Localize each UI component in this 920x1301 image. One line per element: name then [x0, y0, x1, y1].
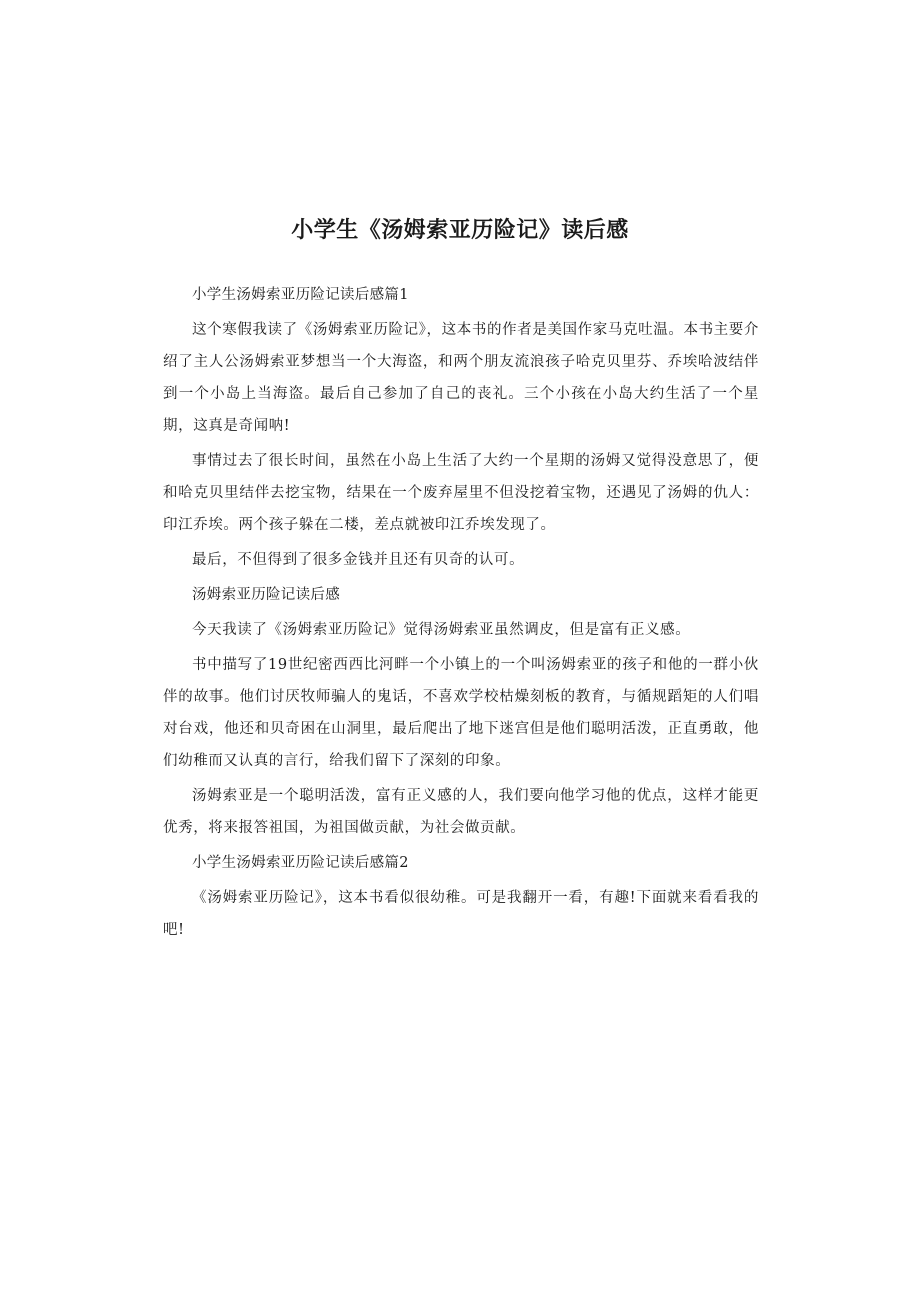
section-heading-3: 小学生汤姆索亚历险记读后感篇2 [192, 855, 409, 871]
paragraph: 今天我读了《汤姆索亚历险记》觉得汤姆索亚虽然调皮，但是富有正义感。 [192, 622, 691, 638]
section-heading-1: 小学生汤姆索亚历险记读后感篇1 [192, 287, 409, 303]
paragraph: 这个寒假我读了《汤姆索亚历险记》，这本书的作者是美国作家马克吐温。本书主要介绍了主人公汤姆索亚梦想当一个大海盗，和两个朋友流浪孩子哈克贝里芬、乔埃哈波结伴到一个小岛上当海盗。最后自己参加了自己的丧礼。三个小孩在小岛大约生活了一个星期，这真是奇闻呐! [163, 322, 759, 434]
document-title: 小学生《汤姆索亚历险记》读后感 [291, 218, 629, 243]
paragraph: 《汤姆索亚历险记》，这本书看似很幼稚。可是我翻开一看，有趣!下面就来看看我的吧! [163, 890, 759, 938]
paragraph: 汤姆索亚是一个聪明活泼，富有正义感的人，我们要向他学习他的优点，这样才能更优秀，将来报答祖国，为祖国做贡献，为社会做贡献。 [163, 788, 759, 836]
paragraph: 最后，不但得到了很多金钱并且还有贝奇的认可。 [192, 552, 525, 568]
section-heading-2: 汤姆索亚历险记读后感 [192, 587, 340, 603]
paragraph: 事情过去了很长时间，虽然在小岛上生活了大约一个星期的汤姆又觉得没意思了，便和哈克贝里结伴去挖宝物，结果在一个废弃屋里不但没挖着宝物，还遇见了汤姆的仇人：印江乔埃。两个孩子躲在二楼，差点就被印江乔埃发现了。 [163, 453, 759, 533]
paragraph: 书中描写了19世纪密西西比河畔一个小镇上的一个叫汤姆索亚的孩子和他的一群小伙伴的故事。他们讨厌牧师骗人的鬼话，不喜欢学校枯燥刻板的教育，与循规蹈矩的人们唱对台戏，他还和贝奇困在山洞里，最后爬出了地下迷宫但是他们聪明活泼，正直勇敢，他们幼稚而又认真的言行，给我们留下了深刻的印象。 [163, 657, 759, 769]
document-body [163, 279, 759, 949]
